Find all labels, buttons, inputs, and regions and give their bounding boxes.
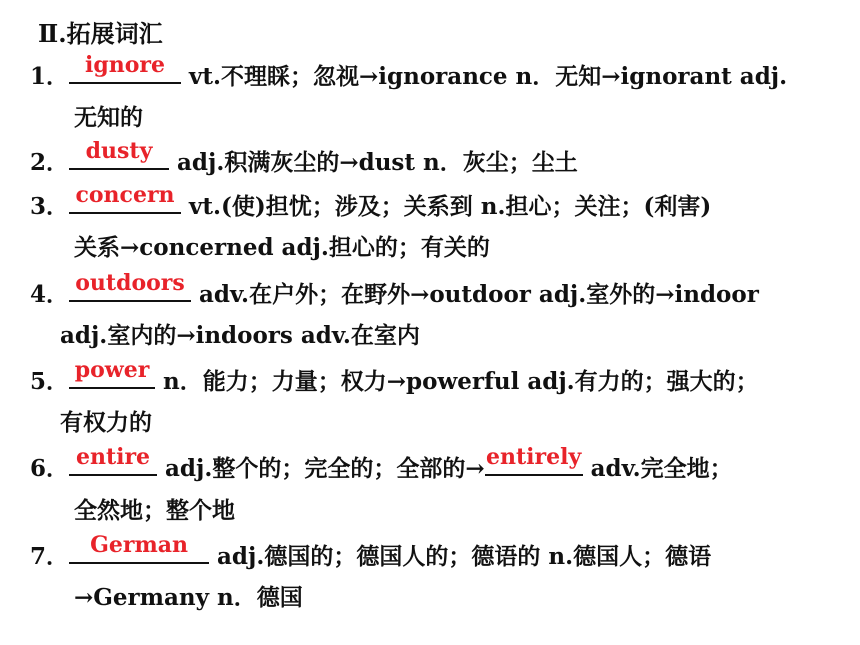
- item-number: 7．: [30, 543, 70, 570]
- item-7-line-1: [30, 532, 712, 572]
- answer-blank: [69, 270, 191, 302]
- item-3-line-2: 关系→concerned adj.担心的；有关的: [74, 234, 490, 261]
- answer-blank: [69, 532, 209, 564]
- item-6-line-1: [30, 444, 733, 484]
- item-number: 4．: [30, 281, 70, 308]
- section-title: Ⅱ.拓展词汇: [38, 19, 163, 48]
- item-number: 2．: [30, 149, 70, 176]
- answer-text-2: entirely: [485, 444, 582, 470]
- item-text: adj.积满灰尘的→dust n．灰尘；尘土: [169, 149, 578, 176]
- item-number: 5．: [30, 368, 70, 395]
- item-text: vt.(使)担忧；涉及；关系到 n.担心；关注；(利害): [181, 193, 712, 220]
- item-3-line-1: [30, 182, 712, 222]
- answer-text: power: [74, 357, 150, 383]
- answer-text: German: [90, 532, 188, 558]
- item-number: 6．: [30, 455, 70, 482]
- item-1-line-2: 无知的: [74, 104, 143, 131]
- answer-blank-2: [485, 444, 583, 476]
- answer-text: dusty: [85, 138, 153, 164]
- answer-blank: [69, 182, 181, 214]
- item-text: adj.整个的；完全的；全部的→: [157, 455, 485, 482]
- item-text-end: adv.完全地；: [582, 455, 733, 482]
- answer-text: concern: [75, 182, 175, 208]
- item-text: vt.不理睬；忽视→ignorance n．无知→ignorant adj.: [181, 63, 788, 90]
- item-text: adv.在户外；在野外→outdoor adj.室外的→indoor: [191, 281, 759, 308]
- answer-text: entire: [75, 444, 151, 470]
- answer-text: ignore: [85, 52, 166, 78]
- item-5-line-1: [30, 357, 759, 397]
- item-7-line-2: →Germany n．德国: [74, 584, 303, 611]
- answer-blank: [69, 444, 157, 476]
- answer-blank: [69, 357, 155, 389]
- item-1-line-1: [30, 52, 788, 92]
- item-number: 1．: [30, 63, 70, 90]
- item-number: 3．: [30, 193, 70, 220]
- item-2-line-1: [30, 138, 578, 178]
- item-4-line-1: [30, 270, 759, 310]
- item-text: adj.德国的；德国人的；德语的 n.德国人；德语: [209, 543, 712, 570]
- item-text: n．能力；力量；权力→powerful adj.有力的；强大的；: [155, 368, 759, 395]
- item-6-line-2: 全然地；整个地: [74, 497, 235, 524]
- item-5-line-2: 有权力的: [60, 409, 152, 436]
- answer-blank: [69, 138, 169, 170]
- answer-blank: [69, 52, 181, 84]
- answer-text: outdoors: [75, 270, 185, 296]
- item-4-line-2: adj.室内的→indoors adv.在室内: [60, 322, 420, 349]
